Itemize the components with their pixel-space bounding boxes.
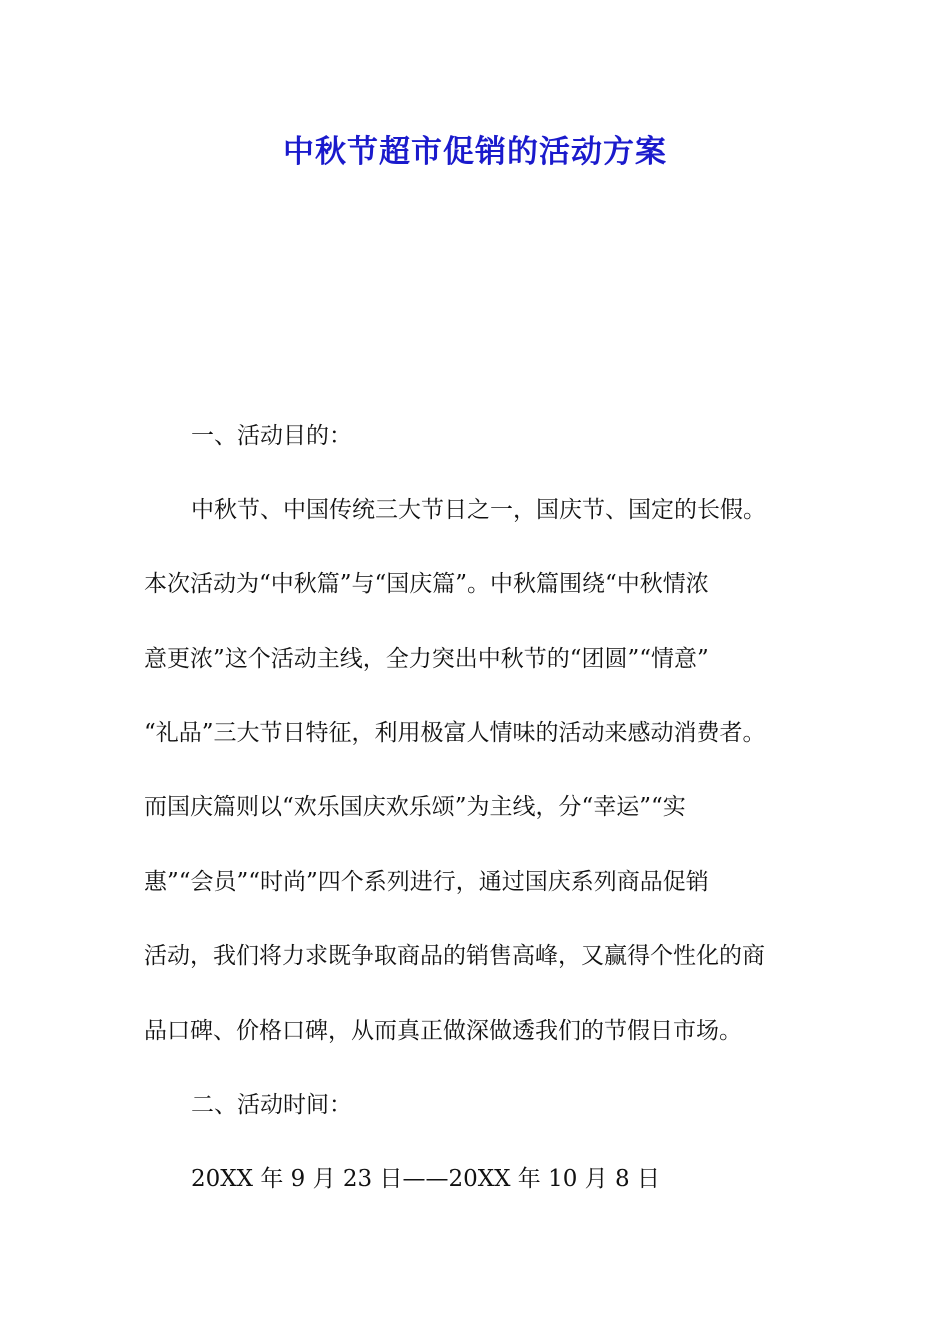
paragraph-line: 活动，我们将力求既争取商品的销售高峰，又赢得个性化的商 [144,943,765,969]
paragraph-line: 品口碑、价格口碑，从而真正做深做透我们的节假日市场。 [144,1018,742,1044]
activity-date-range: 20XX 年 9 月 23 日——20XX 年 10 月 8 日 [191,1166,660,1192]
paragraph-line: 本次活动为“中秋篇”与“国庆篇”。中秋篇围绕“中秋情浓 [144,571,709,597]
paragraph-line: 中秋节、中国传统三大节日之一，国庆节、国定的长假。 [191,497,766,523]
paragraph-line: “礼品”三大节日特征，利用极富人情味的活动来感动消费者。 [144,720,766,746]
document-title: 中秋节超市促销的活动方案 [283,134,667,170]
section-heading-purpose: 一、活动目的： [191,423,352,449]
section-heading-time: 二、活动时间： [191,1092,352,1118]
paragraph-line: 而国庆篇则以“欢乐国庆欢乐颂”为主线，分“幸运”“实 [144,794,686,820]
paragraph-line: 意更浓”这个活动主线，全力突出中秋节的“团圆”“情意” [144,646,709,672]
paragraph-line: 惠”“会员”“时尚”四个系列进行，通过国庆系列商品促销 [144,869,709,895]
